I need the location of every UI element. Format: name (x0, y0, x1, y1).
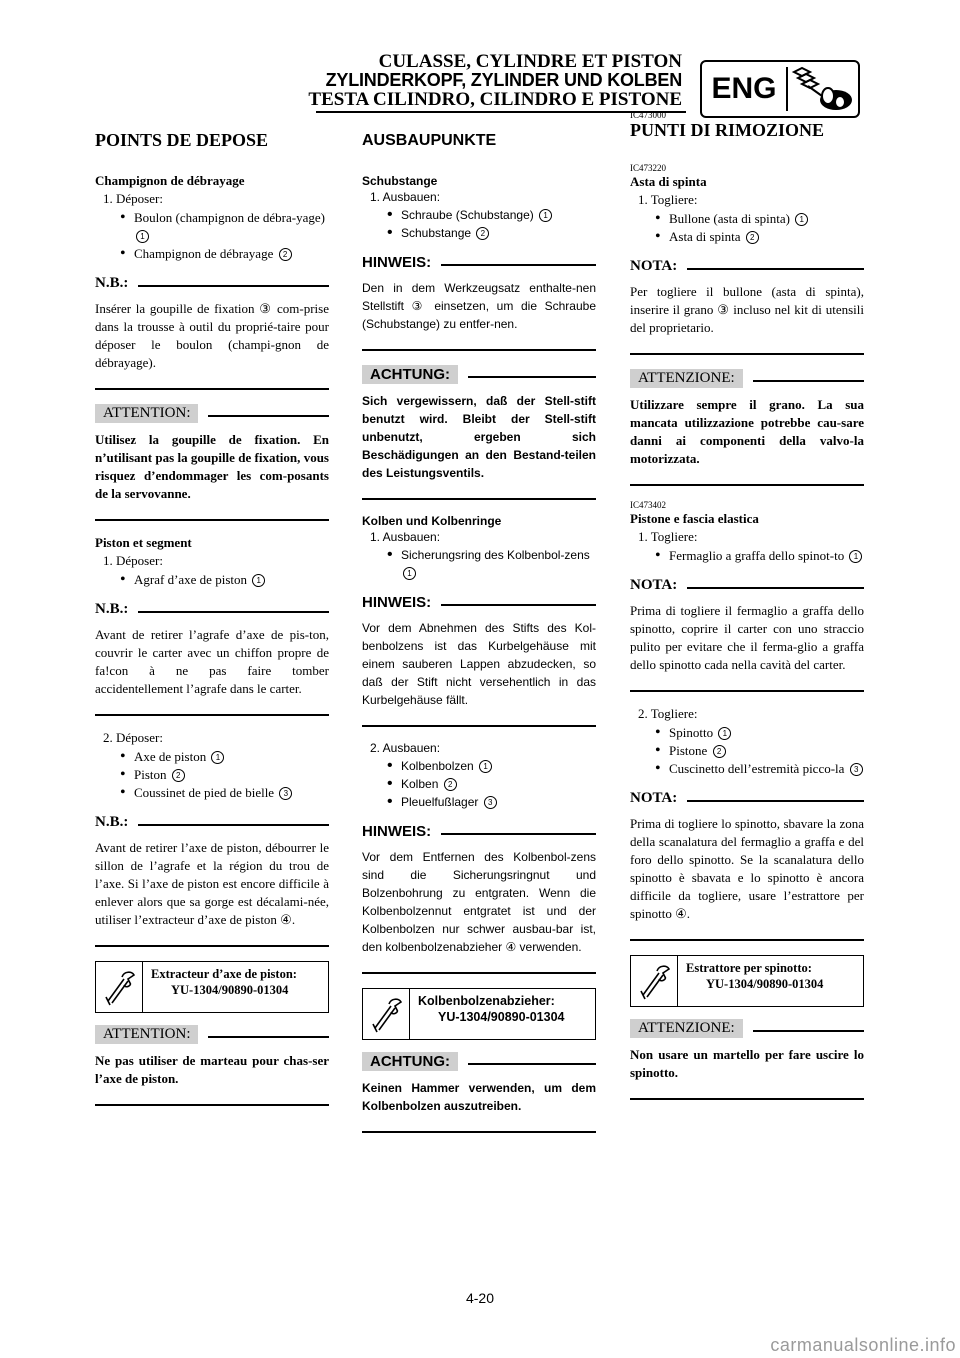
ref-marker: 1 (252, 574, 265, 587)
caution-header (95, 404, 329, 423)
note-title: HINWEIS: (362, 594, 432, 611)
bullet-item: • Kolben 2 (390, 775, 596, 793)
note-rule (441, 264, 596, 266)
note-header (362, 823, 596, 840)
caution-header (362, 365, 596, 384)
step: 1. Ausbauen: (370, 190, 441, 204)
note-text: Prima di togliere il fermaglio a graffa dello spinotto, coprire il carter con uno straccio pulito per evitare che il ferma-glio a graffa dello spinotto cada nella cavità del carter. (630, 603, 864, 672)
step: 1. Ausbauen: (370, 530, 441, 544)
note-text: Vor dem Entfernen des Kolbenbol-zens sind die Sicherungsringnut und Bolzenbohrung zu entgraten. Wenn die Kolbenbolzennut entgratet ist und der Kolbenbolzen nur schwer ausbau-bar ist, den kolbenbolzenabzieher ④ verwenden. (362, 850, 596, 954)
section-code: IC473000 (630, 110, 666, 120)
tool-name: Kolbenbolzenabzieher: (418, 994, 555, 1008)
step: 1. Déposer: (103, 191, 163, 206)
step: 1. Togliere: (638, 192, 698, 207)
note-end-rule (630, 690, 864, 692)
caution-end-rule (95, 519, 329, 521)
note-rule (138, 285, 329, 287)
subsection-title: Kolben und Kolbenringe (362, 514, 502, 528)
step: 2. Déposer: (103, 730, 163, 745)
note-rule (441, 833, 596, 835)
ref-marker: 1 (795, 213, 808, 226)
column-italian (630, 110, 864, 1114)
note-header (630, 790, 864, 807)
caution-end-rule (362, 498, 596, 500)
bullet-item: • Boulon (champignon de débra-yage) 1 (123, 209, 329, 245)
note-title: N.B.: (95, 814, 129, 830)
column-german (362, 120, 596, 1147)
tool-part-number: YU-1304/90890-01304 (706, 977, 824, 991)
bullet-list (390, 546, 596, 582)
step: 2. Togliere: (638, 706, 698, 721)
caution-title: ATTENZIONE: (630, 369, 743, 388)
note-end-rule (630, 939, 864, 941)
caution-title: ACHTUNG: (362, 365, 458, 384)
header-title-fr: CULASSE, CYLINDRE ET PISTON (378, 51, 682, 72)
note-header (95, 814, 329, 831)
wrench-icon (96, 962, 143, 1012)
caution-rule (753, 1030, 864, 1032)
caution-text: Utilizzare sempre il grano. La sua mancata utilizzazione potrebbe cau-sare danni ai componenti della valvo-la motorizzata. (630, 397, 864, 466)
caution-header (630, 1019, 864, 1038)
ref-marker: 1 (136, 230, 149, 243)
step: 2. Ausbauen: (370, 741, 441, 755)
note-rule (441, 604, 596, 606)
note-rule (138, 824, 329, 826)
eng-label: ENG (711, 72, 777, 105)
caution-header (362, 1052, 596, 1071)
bullet-item: • Sicherungsring des Kolbenbol-zens 1 (390, 546, 596, 582)
subsection-title: Asta di spinta (630, 174, 707, 189)
ref-marker: 2 (746, 231, 759, 244)
note-header (362, 254, 596, 271)
caution-title: ATTENTION: (95, 1025, 198, 1044)
ref-marker: 1 (403, 567, 416, 580)
note-end-rule (95, 714, 329, 716)
caution-header (95, 1025, 329, 1044)
note-header (95, 601, 329, 618)
caution-rule (753, 380, 864, 382)
bullet-item: • Bullone (asta di spinta) 1 (658, 210, 864, 228)
section-header (162, 52, 682, 109)
ref-marker: 2 (279, 248, 292, 261)
caution-text: Sich vergewissern, daß der Stell-stift benutzt wird. Bleibt der Stell-stift unbenutzt, ergeben sich Beschädigungen an den Bestand-teilen des Leistungsventils. (362, 394, 596, 480)
note-end-rule (630, 353, 864, 355)
column-french (95, 120, 329, 1120)
caution-rule (468, 376, 596, 378)
subsection-title: Schubstange (362, 174, 438, 188)
caution-title: ATTENTION: (95, 404, 198, 423)
bullet-list (390, 206, 596, 242)
caution-rule (468, 1063, 596, 1065)
note-end-rule (362, 972, 596, 974)
caution-end-rule (630, 1098, 864, 1100)
note-end-rule (362, 725, 596, 727)
bullet-item: • Spinotto 1 (658, 724, 864, 742)
ref-marker: 2 (444, 778, 457, 791)
subsection-code: IC473220 (630, 163, 666, 173)
note-rule (687, 800, 864, 802)
note-text: Vor dem Abnehmen des Stifts des Kol-benbolzens ist das Kurbelgehäuse mit einem sauberen Lappen abzudecken, so daß der Stift nicht versehentlich in das Kurbelgehäuse fällt. (362, 621, 596, 707)
note-header (630, 258, 864, 275)
note-title: HINWEIS: (362, 823, 432, 840)
note-text: Den in dem Werkzeugsatz enthalte-nen Stellstift ③ einsetzen, um die Schraube (Schubstange) zu entfer-nen. (362, 281, 596, 331)
engine-piston-icon (788, 64, 858, 114)
note-title: N.B.: (95, 275, 129, 291)
bullet-item: • Axe de piston 1 (123, 748, 329, 766)
note-text: Per togliere il bullone (asta di spinta), inserire il grano ③ incluso nel kit di utensili del proprietario. (630, 284, 864, 335)
wrench-icon (631, 956, 678, 1006)
ref-marker: 1 (539, 209, 552, 222)
note-rule (138, 611, 329, 613)
tool-info (678, 956, 831, 1006)
bullet-list (658, 724, 864, 778)
note-header (630, 577, 864, 594)
caution-rule (208, 415, 329, 417)
note-title: N.B.: (95, 601, 129, 617)
caution-end-rule (95, 1104, 329, 1106)
subsection-title: Pistone e fascia elastica (630, 511, 759, 526)
ref-marker: 3 (850, 763, 863, 776)
tool-name: Extracteur d’axe de piston: (151, 967, 297, 981)
note-header (362, 594, 596, 611)
caution-end-rule (630, 484, 864, 486)
note-title: NOTA: (630, 790, 678, 806)
ref-marker: 1 (479, 760, 492, 773)
note-rule (687, 268, 864, 270)
bullet-item: • Schubstange 2 (390, 224, 596, 242)
note-rule (687, 587, 864, 589)
bullet-item: • Coussinet de pied de bielle 3 (123, 784, 329, 802)
bullet-list (123, 748, 329, 802)
caution-text: Utilisez la goupille de fixation. En n’utilisant pas la goupille de fixation, vous risquez d’endommager les com-posants de la servovanne. (95, 432, 329, 501)
section-title: POINTS DE DEPOSE (95, 130, 269, 150)
note-text: Avant de retirer l’axe de piston, débourrer le sillon de l’agrafe et la région du trou de l’axe. Si l’axe de piston est encore difficile à enlever alors que sa gorge est décalami-née, utiliser l’extracteur d’axe de piston ④. (95, 840, 329, 927)
tool-name: Estrattore per spinotto: (686, 961, 812, 975)
note-title: NOTA: (630, 258, 678, 274)
bullet-list (123, 209, 329, 263)
note-title: NOTA: (630, 577, 678, 593)
tool-info (143, 962, 305, 1012)
bullet-list (658, 210, 864, 246)
subsection-code: IC473402 (630, 500, 666, 510)
caution-rule (208, 1036, 329, 1038)
header-title-it: TESTA CILINDRO, CILINDRO E PISTONE (308, 89, 682, 110)
note-text: Insérer la goupille de fixation ③ com-prise dans la trousse à outil du proprié-taire pour déposer le boulon (champi-gnon de débrayage). (95, 301, 329, 370)
ref-marker: 1 (849, 550, 862, 563)
tool-part-number: YU-1304/90890-01304 (438, 1010, 565, 1024)
special-tool-box (362, 988, 596, 1040)
watermark: carmanualsonline.info (770, 1335, 956, 1355)
ref-marker: 1 (211, 751, 224, 764)
step: 1. Déposer: (103, 553, 163, 568)
bullet-item: • Asta di spinta 2 (658, 228, 864, 246)
note-text: Avant de retirer l’agrafe d’axe de pis-ton, couvrir le carter avec un chiffon propre de fa!con à ne pas faire tomber accidentellement l’agrafe dans le carter. (95, 627, 329, 696)
tool-info (410, 989, 573, 1039)
bullet-list (658, 547, 864, 565)
caution-title: ATTENZIONE: (630, 1019, 743, 1038)
bullet-list (390, 757, 596, 811)
bullet-item: • Champignon de débrayage 2 (123, 245, 329, 263)
caution-text: Keinen Hammer verwenden, um dem Kolbenbolzen auszutreiben. (362, 1081, 596, 1113)
header-title-de: ZYLINDERKOPF, ZYLINDER UND KOLBEN (325, 70, 682, 90)
note-header (95, 275, 329, 292)
ref-marker: 2 (172, 769, 185, 782)
ref-marker: 2 (713, 745, 726, 758)
bullet-item: • Pistone 2 (658, 742, 864, 760)
subsection-title: Piston et segment (95, 535, 192, 550)
note-text: Prima di togliere lo spinotto, sbavare la zona della scanalatura del fermaglio a graffa e del foro dello spinotto. Se la scanalatura dello spinotto è sbavata e lo spinotto è ancora difficile da togliere, usare l’estrattore per spinotto ④. (630, 816, 864, 921)
bullet-item: • Schraube (Schubstange) 1 (390, 206, 596, 224)
caution-text: Non usare un martello per fare uscire lo spinotto. (630, 1047, 864, 1080)
tool-part-number: YU-1304/90890-01304 (171, 983, 289, 997)
caution-text: Ne pas utiliser de marteau pour chas-ser l’axe de piston. (95, 1053, 329, 1086)
bullet-item: • Agraf d’axe de piston 1 (123, 571, 329, 589)
ref-marker: 1 (718, 727, 731, 740)
subsection-title: Champignon de débrayage (95, 173, 245, 188)
section-title: PUNTI DI RIMOZIONE (630, 120, 825, 140)
section-title: AUSBAUPUNKTE (362, 132, 497, 149)
caution-header (630, 369, 864, 388)
ref-marker: 3 (279, 787, 292, 800)
note-title: HINWEIS: (362, 254, 432, 271)
caution-end-rule (362, 1131, 596, 1133)
step: 1. Togliere: (638, 529, 698, 544)
bullet-item: • Kolbenbolzen 1 (390, 757, 596, 775)
special-tool-box (630, 955, 864, 1007)
note-end-rule (95, 945, 329, 947)
bullet-list (123, 571, 329, 589)
bullet-item: • Pleuelfußlager 3 (390, 793, 596, 811)
ref-marker: 2 (476, 227, 489, 240)
caution-title: ACHTUNG: (362, 1052, 458, 1071)
bullet-item: • Cuscinetto dell’estremità picco-la 3 (658, 760, 864, 778)
special-tool-box (95, 961, 329, 1013)
bullet-item: • Fermaglio a graffa dello spinot-to 1 (658, 547, 864, 565)
ref-marker: 3 (484, 796, 497, 809)
note-end-rule (362, 349, 596, 351)
bullet-item: • Piston 2 (123, 766, 329, 784)
note-end-rule (95, 388, 329, 390)
wrench-icon (363, 989, 410, 1039)
page-number: 4-20 (465, 1290, 495, 1306)
